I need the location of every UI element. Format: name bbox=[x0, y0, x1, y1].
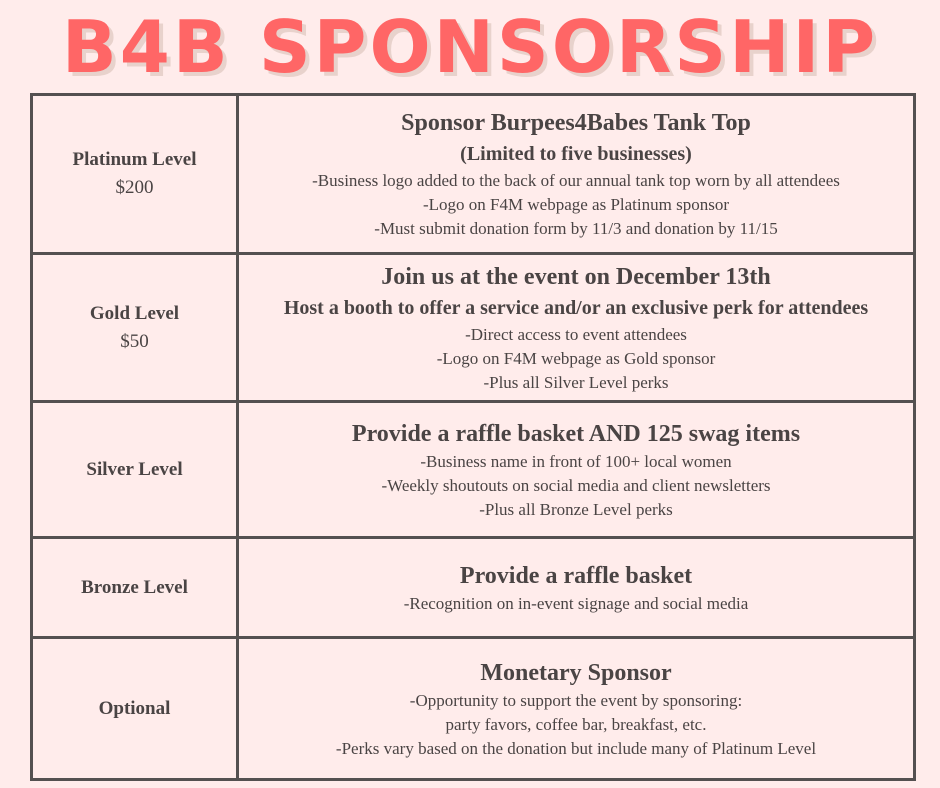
sponsorship-table bbox=[30, 93, 916, 781]
perk-line: -Opportunity to support the event by sponsoring: bbox=[409, 690, 743, 710]
level-name: Optional bbox=[98, 697, 171, 719]
perk-line: -Recognition on in-event signage and social media bbox=[403, 593, 749, 613]
perks-cell bbox=[238, 254, 915, 402]
level-name: Platinum Level bbox=[72, 149, 197, 170]
level-cell bbox=[32, 254, 238, 402]
perk-subheading: (Limited to five businesses) bbox=[460, 143, 692, 165]
table-row-bronze bbox=[32, 538, 915, 638]
level-cell bbox=[32, 95, 238, 254]
perk-line: -Logo on F4M webpage as Gold sponsor bbox=[436, 348, 716, 368]
perk-line: -Logo on F4M webpage as Platinum sponsor bbox=[423, 195, 729, 214]
perk-line: -Plus all Bronze Level perks bbox=[479, 499, 673, 519]
perk-heading: Monetary Sponsor bbox=[480, 659, 672, 686]
perk-line: -Weekly shoutouts on social media and client newsletters bbox=[381, 475, 771, 495]
page-title: B4B SPONSORSHIP bbox=[61, 5, 879, 89]
table-row-platinum bbox=[32, 95, 915, 254]
level-price: $50 bbox=[120, 330, 149, 352]
perk-heading: Join us at the event on December 13th bbox=[381, 263, 771, 290]
perk-heading: Provide a raffle basket bbox=[459, 562, 693, 589]
level-name: Silver Level bbox=[86, 458, 183, 480]
table-row-gold bbox=[32, 254, 915, 402]
perk-line: -Business name in front of 100+ local women bbox=[420, 451, 732, 471]
perk-heading: Sponsor Burpees4Babes Tank Top bbox=[401, 110, 751, 136]
perk-subheading: Host a booth to offer a service and/or an exclusive perk for attendees bbox=[283, 296, 869, 319]
level-cell bbox=[32, 538, 238, 638]
perk-line: -Plus all Silver Level perks bbox=[483, 372, 669, 392]
perk-line: -Direct access to event attendees bbox=[465, 324, 687, 344]
table-row-optional bbox=[32, 638, 915, 780]
perk-line: party favors, coffee bar, breakfast, etc. bbox=[445, 714, 707, 734]
level-cell bbox=[32, 402, 238, 538]
level-name: Gold Level bbox=[89, 302, 180, 324]
perks-cell bbox=[238, 95, 915, 254]
perk-line: -Must submit donation form by 11/3 and donation by 11/15 bbox=[374, 219, 778, 238]
level-name: Bronze Level bbox=[81, 576, 188, 598]
level-cell bbox=[32, 638, 238, 780]
perk-line: -Business logo added to the back of our annual tank top worn by all attendees bbox=[312, 171, 840, 190]
perks-cell bbox=[238, 402, 915, 538]
perk-heading: Provide a raffle basket AND 125 swag items bbox=[351, 420, 801, 447]
perks-cell bbox=[238, 638, 915, 780]
perk-line: -Perks vary based on the donation but include many of Platinum Level bbox=[335, 738, 817, 758]
level-price: $200 bbox=[115, 177, 154, 198]
table-row-silver bbox=[32, 402, 915, 538]
perks-cell bbox=[238, 538, 915, 638]
